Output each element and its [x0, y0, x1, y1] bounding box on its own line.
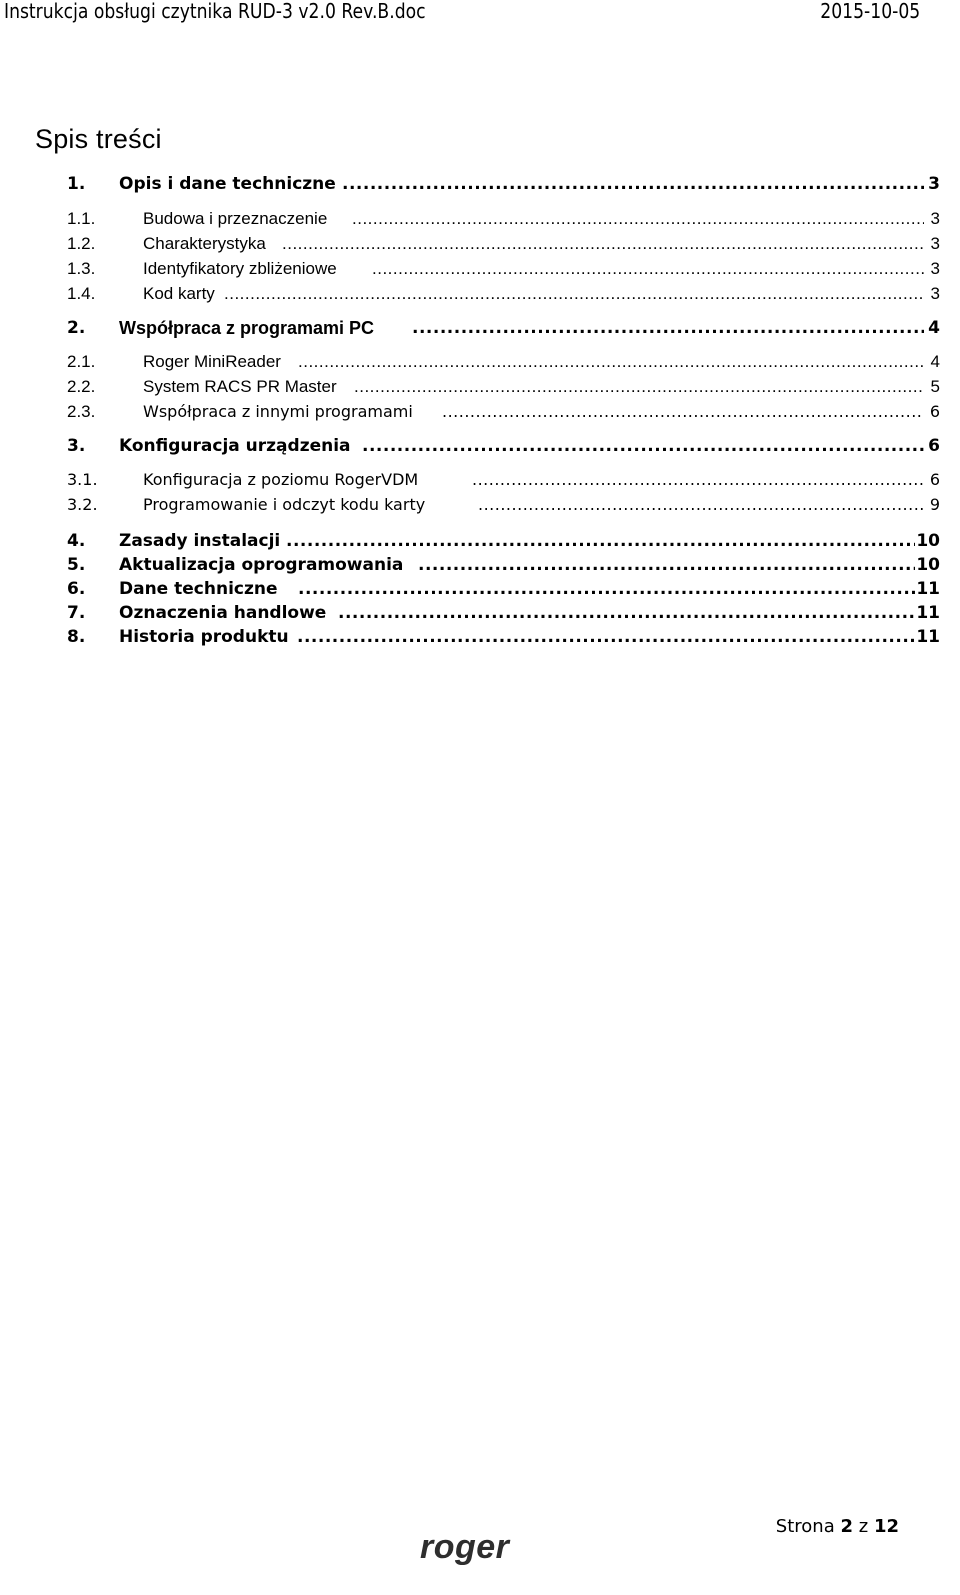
page-total: 12 [873, 1516, 899, 1537]
toc-entry-page: 9 [929, 495, 940, 514]
toc-leader-dots [352, 206, 924, 232]
toc-entry-number: 1.4. [67, 284, 96, 303]
toc-entry-number: 4. [67, 531, 86, 551]
toc-heading: Spis treści [35, 124, 162, 154]
toc-leader-dots [372, 256, 924, 282]
toc-leader-dots [412, 315, 924, 341]
toc-entry-text: Współpraca z innymi programami [143, 402, 413, 421]
page-separator: z [858, 1516, 869, 1537]
toc-entry-text: Programowanie i odczyt kodu karty [143, 495, 426, 514]
toc-entry-number: 1.2. [67, 234, 96, 253]
toc-leader-dots [338, 600, 915, 626]
toc-entry-text: Współpraca z programami PC [119, 318, 375, 338]
toc-entry[interactable] [0, 281, 960, 307]
toc-entry-number: 2. [67, 318, 86, 338]
toc-entry-number: 8. [67, 627, 86, 647]
document-date: 2015-10-05 [820, 0, 920, 23]
toc-entry[interactable] [0, 349, 960, 375]
toc-entry-text: Roger MiniReader [143, 352, 281, 371]
toc-entry-number: 1.1. [67, 209, 96, 228]
toc-entry-page: 10 [916, 555, 940, 575]
toc-entry-number: 6. [67, 579, 86, 599]
toc-entry[interactable] [0, 206, 960, 232]
toc-leader-dots [297, 624, 915, 650]
toc-entry-page: 3 [930, 284, 940, 303]
toc-leader-dots [224, 281, 924, 307]
toc-entry[interactable] [0, 256, 960, 282]
toc-entry-text: Aktualizacja oprogramowania [119, 555, 404, 575]
toc-entry[interactable] [0, 492, 960, 518]
toc-leader-dots [298, 576, 915, 602]
toc-entry-number: 3. [67, 436, 86, 456]
toc-entry-number: 5. [67, 555, 86, 575]
toc-entry-page: 11 [916, 603, 940, 623]
toc-leader-dots [418, 552, 915, 578]
toc-entry-number: 2.1. [67, 352, 96, 371]
toc-entry-page: 3 [930, 209, 940, 228]
page-current: 2 [840, 1516, 854, 1537]
toc-entry-number: 3.1. [67, 470, 98, 489]
toc-entry[interactable] [0, 552, 960, 578]
toc-entry-page: 10 [916, 531, 940, 551]
toc-entry[interactable] [0, 576, 960, 602]
toc-entry-text: Opis i dane techniczne [119, 174, 336, 194]
toc-entry-page: 3 [930, 259, 940, 278]
toc-entry-number: 2.2. [67, 377, 96, 396]
toc-entry-page: 5 [930, 377, 940, 396]
toc-entry[interactable] [0, 528, 960, 554]
toc-leader-dots [472, 467, 924, 493]
toc-entry[interactable] [0, 433, 960, 459]
toc-entry[interactable] [0, 374, 960, 400]
toc-entry-text: Oznaczenia handlowe [119, 603, 327, 623]
toc-entry[interactable] [0, 467, 960, 493]
toc-leader-dots [298, 349, 924, 375]
toc-entry[interactable] [0, 231, 960, 257]
toc-entry-number: 3.2. [67, 495, 98, 514]
roger-logo: roger [420, 1528, 510, 1566]
toc-entry[interactable] [0, 600, 960, 626]
toc-leader-dots [282, 231, 924, 257]
toc-entry-page: 11 [916, 579, 940, 599]
toc-entry-text: Dane techniczne [119, 579, 278, 599]
page-number [776, 1516, 899, 1537]
toc-leader-dots [354, 374, 924, 400]
toc-entry-text: Konfiguracja urządzenia [119, 436, 351, 456]
toc-entry-number: 1. [67, 174, 86, 194]
toc-entry-text: Konfiguracja z poziomu RogerVDM [143, 470, 419, 489]
toc-entry-text: Budowa i przeznaczenie [143, 209, 328, 228]
toc-entry-page: 3 [928, 174, 940, 194]
toc-entry-page: 6 [929, 470, 940, 489]
toc-entry[interactable] [0, 171, 960, 197]
document-title: Instrukcja obsługi czytnika RUD-3 v2.0 Rev.B.doc [4, 0, 426, 23]
page-header [0, 0, 960, 26]
toc-entry-text: Historia produktu [119, 627, 289, 647]
toc-entry-number: 1.3. [67, 259, 96, 278]
toc-entry[interactable] [0, 624, 960, 650]
toc-entry-page: 4 [928, 318, 940, 338]
toc-entry-page: 3 [930, 234, 940, 253]
toc-leader-dots [342, 171, 924, 197]
toc-entry-page: 6 [928, 436, 940, 456]
toc-entry[interactable] [0, 315, 960, 341]
toc-entry-page: 6 [929, 402, 940, 421]
toc-leader-dots [362, 433, 924, 459]
toc-entry-number: 7. [67, 603, 86, 623]
toc-entry-text: Zasady instalacji [119, 531, 281, 551]
toc-entry[interactable] [0, 399, 960, 425]
toc-leader-dots [478, 492, 924, 518]
toc-entry-text: Charakterystyka [143, 234, 266, 253]
toc-leader-dots [286, 528, 915, 554]
toc-entry-number: 2.3. [67, 402, 96, 421]
toc-entry-page: 11 [916, 627, 940, 647]
toc-entry-text: Kod karty [143, 284, 215, 303]
toc-entry-page: 4 [930, 352, 940, 371]
page-label: Strona [775, 1516, 835, 1537]
toc-entry-text: Identyfikatory zbliżeniowe [143, 259, 337, 278]
toc-entry-text: System RACS PR Master [143, 377, 337, 396]
toc-leader-dots [442, 399, 924, 425]
